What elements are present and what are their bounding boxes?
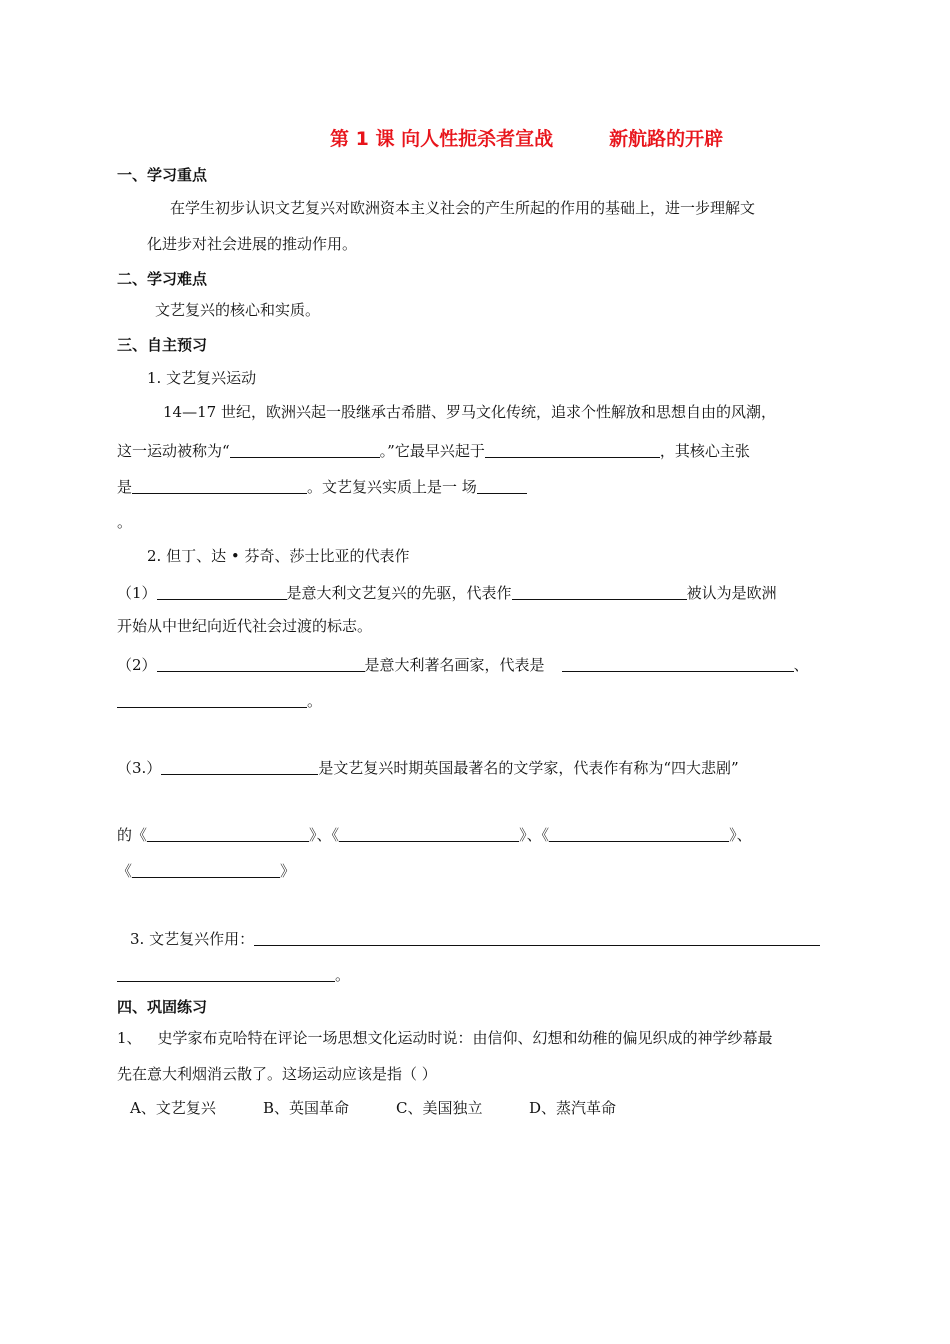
question-2-line1 <box>117 652 809 675</box>
book-open-1: 《 <box>132 826 148 844</box>
question-1-line1 <box>117 580 777 603</box>
blank-tragedy-2[interactable] <box>339 824 519 842</box>
item1-line2 <box>117 438 750 461</box>
book-open-4: 《 <box>117 862 133 880</box>
blank-pioneer[interactable] <box>157 582 287 600</box>
item1-line2-text-c: ，其核心主张 <box>659 442 750 460</box>
exercise-1-options <box>130 1098 616 1118</box>
section2-heading: 二、学习难点 <box>117 270 208 288</box>
question-2-line2 <box>117 688 322 711</box>
item1-line3-text-a: 是 <box>117 478 133 496</box>
section3-heading: 三、自主预习 <box>117 336 208 354</box>
blank-origin-place[interactable] <box>485 440 660 458</box>
exercise-1-line2: 先在意大利烟消云散了。这场运动应该是指（ ） <box>117 1065 437 1083</box>
lesson-title <box>330 124 723 151</box>
blank-painting-2[interactable] <box>117 690 307 708</box>
blank-movement-name[interactable] <box>230 440 380 458</box>
blank-renaissance-effect-cont[interactable] <box>117 964 335 982</box>
section1-text-line2: 化进步对社会进展的推动作用。 <box>147 235 358 253</box>
question-3-line2-prefix: 的 <box>117 826 133 844</box>
question-2-text-a: 是意大利著名画家，代表是 <box>364 656 545 674</box>
exercise-1-line1 <box>117 1028 773 1048</box>
blank-tragedy-4[interactable] <box>132 860 280 878</box>
question-3-number: （3.） <box>117 759 162 777</box>
book-open-2: 《 <box>331 826 340 844</box>
section4-heading: 四、巩固练习 <box>117 998 208 1016</box>
item3-line1 <box>130 926 820 949</box>
section2-text: 文艺复兴的核心和实质。 <box>155 301 321 319</box>
book-close-3: 》 <box>729 826 737 844</box>
exercise-1-text: 史学家布克哈特在评论一场思想文化运动时说：由信仰、幻想和幼稚的偏见织成的神学纱幕最 <box>157 1029 773 1047</box>
blank-painting-1[interactable] <box>562 654 794 672</box>
item1-line4: 。 <box>117 513 133 531</box>
option-d[interactable]: D、蒸汽革命 <box>529 1099 617 1117</box>
item3-end: 。 <box>335 966 351 984</box>
blank-essence[interactable] <box>477 476 527 494</box>
section1-heading: 一、学习重点 <box>117 166 208 184</box>
question-1-number: （1） <box>117 584 157 602</box>
separator-1: 、 <box>316 826 332 844</box>
item1-label: 1. 文艺复兴运动 <box>147 369 257 387</box>
question-2-number: （2） <box>117 656 157 674</box>
question-3-line1 <box>117 755 739 778</box>
option-a[interactable]: A、文艺复兴 <box>130 1099 216 1117</box>
book-close-2: 》 <box>519 826 527 844</box>
item2-label: 2. 但丁、达 • 芬奇、莎士比亚的代表作 <box>147 547 410 565</box>
blank-core-idea[interactable] <box>132 476 307 494</box>
item1-line3 <box>117 474 527 497</box>
blank-writer[interactable] <box>161 757 318 775</box>
question-1-text-a: 是意大利文艺复兴的先驱，代表作 <box>286 584 512 602</box>
exercise-1-number: 1、 <box>117 1029 142 1047</box>
lesson-title-part1: 第 1 课 向人性扼杀者宣战 <box>330 128 554 150</box>
question-1-text-b: 被认为是欧洲 <box>686 584 777 602</box>
option-c[interactable]: C、美国独立 <box>396 1099 483 1117</box>
item1-line2-text-b: 。”它最早兴起于 <box>379 442 485 460</box>
question-3-text: 是文艺复兴时期英国最著名的文学家，代表作有称为“四大悲剧” <box>318 759 739 777</box>
book-close-4: 》 <box>280 862 296 880</box>
question-1-line2: 开始从中世纪向近代社会过渡的标志。 <box>117 617 373 635</box>
item1-line3-text-b: 。文艺复兴实质上是一 场 <box>307 478 477 496</box>
item3-label: 3. 文艺复兴作用： <box>130 930 255 948</box>
section1-text-line1: 在学生初步认识文艺复兴对欧洲资本主义社会的产生所起的作用的基础上，进一步理解文 <box>170 199 756 217</box>
separator-2: 、 <box>526 826 542 844</box>
book-open-3: 《 <box>541 826 550 844</box>
question-2-text-b: 、 <box>793 656 809 674</box>
item3-line2 <box>117 962 350 985</box>
item1-line2-text-a: 这一运动被称为“ <box>117 442 230 460</box>
item1-line1: 14—17 世纪，欧洲兴起一股继承古希腊、罗马文化传统，追求个性解放和思想自由的风潮， <box>163 403 776 421</box>
question-2-end: 。 <box>307 692 323 710</box>
blank-tragedy-3[interactable] <box>549 824 729 842</box>
blank-tragedy-1[interactable] <box>147 824 309 842</box>
separator-3: 、 <box>736 826 752 844</box>
lesson-title-part2: 新航路的开辟 <box>609 128 724 150</box>
question-3-line2 <box>117 822 752 845</box>
book-close-1: 》 <box>309 826 317 844</box>
option-b[interactable]: B、英国革命 <box>263 1099 350 1117</box>
question-3-line3 <box>117 858 295 881</box>
blank-painter[interactable] <box>157 654 365 672</box>
blank-renaissance-effect[interactable] <box>254 928 820 946</box>
blank-masterpiece[interactable] <box>512 582 687 600</box>
